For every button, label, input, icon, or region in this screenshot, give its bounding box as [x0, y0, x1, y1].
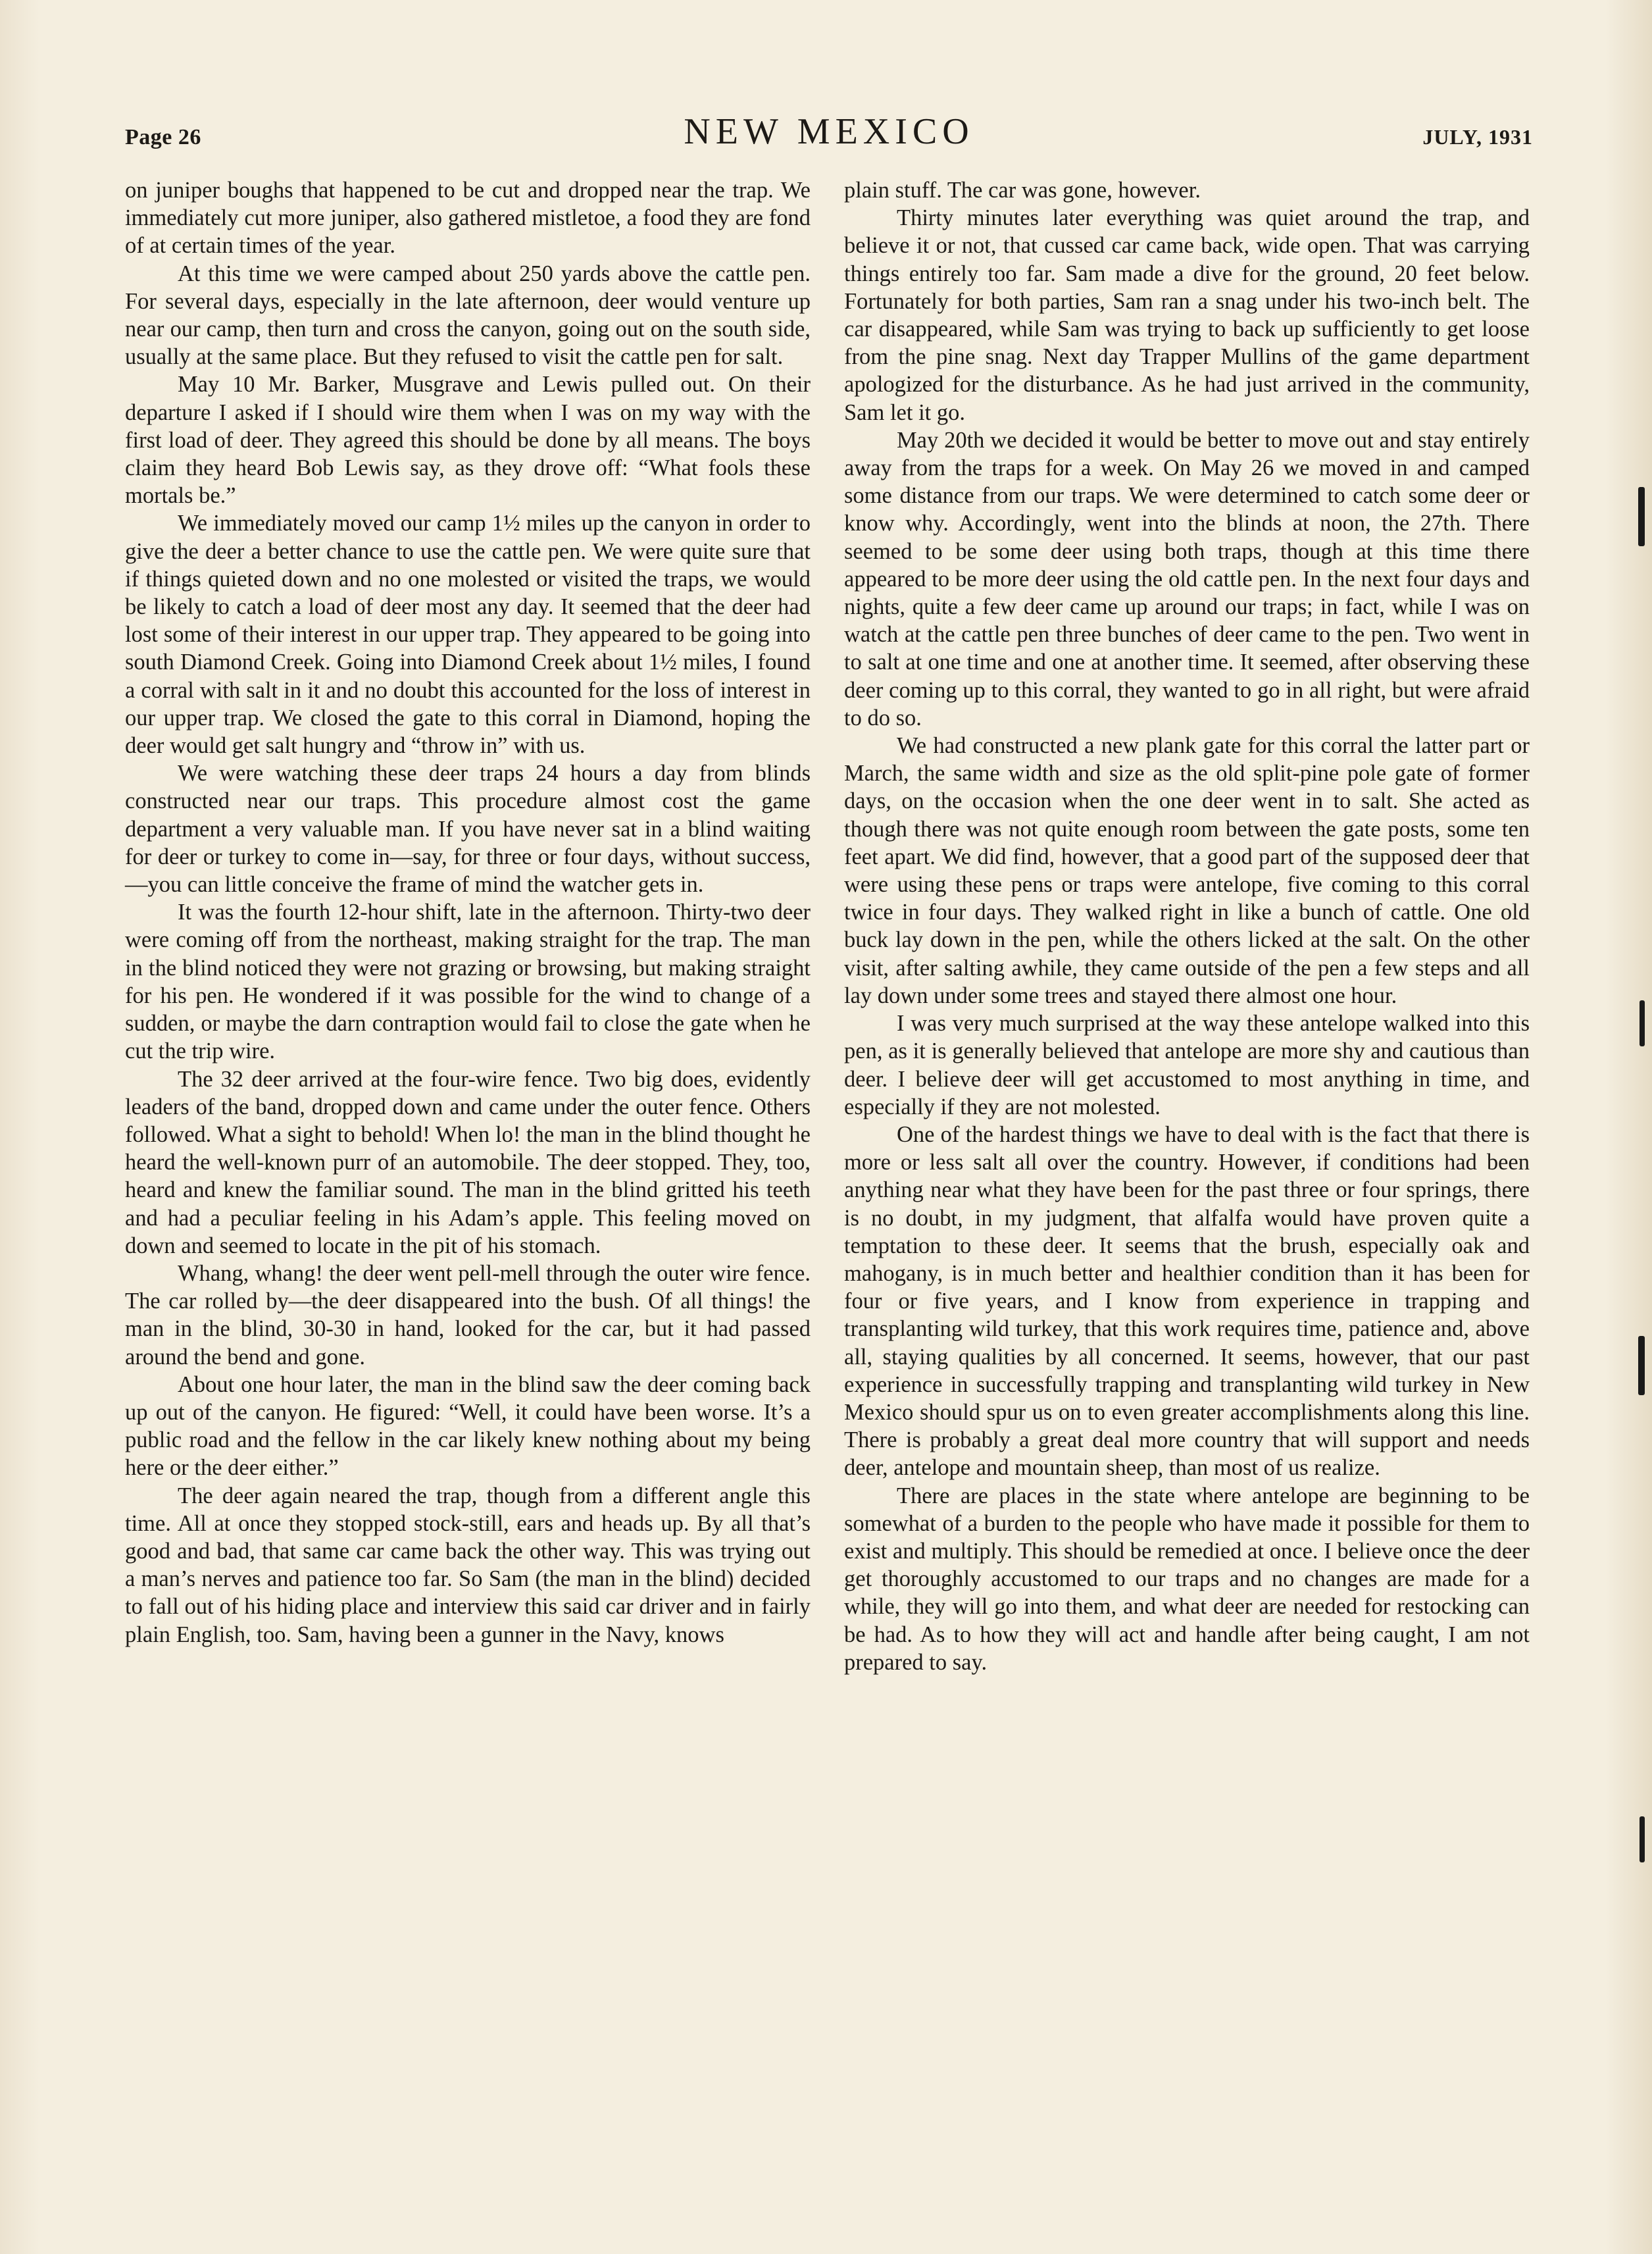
page-number: Page 26 [125, 125, 201, 149]
paragraph: The deer again neared the trap, though from a different angle this time. All at once they stopped stock-still, ears and heads up. By all that’s good and bad, that same car came back the other way. This was trying out a man’s nerves and patience too far. So Sam (the man in the blind) decided to fall out of his hiding place and interview this said car driver and in fairly plain English, too. Sam, having been a gunner in the Navy, knows [125, 1483, 811, 1647]
left-column [125, 176, 811, 1649]
page-header [125, 111, 1533, 163]
paragraph: on juniper boughs that happened to be cut and dropped near the trap. We immediately cut more juniper, also gathered mistletoe, a food they are fond of at certain times of the year. [125, 178, 811, 259]
paragraph: We were watching these deer traps 24 hours a day from blinds constructed near our traps. This procedure almost cost the game department a very valuable man. If you have never sat in a blind waiting for deer or turkey to come in—say, for three or four days, without success,—you can little conceive the frame of mind the watcher gets in. [125, 761, 811, 898]
paragraph: At this time we were camped about 250 yards above the cattle pen. For several days, especially in the late afternoon, deer would venture up near our camp, then turn and cross the canyon, going out on the south side, usually at the same place. But they refused to visit the cattle pen for salt. [125, 261, 811, 370]
paragraph: May 20th we decided it would be better to move out and stay entirely away from the traps for a week. On May 26 we moved in and camped some distance from our traps. We were determined to catch some deer or know why. Accordingly, went into the blinds at noon, the 27th. There seemed to be some deer using both traps, though at this time there appeared to be more deer using the old cattle pen. In the next four days and nights, quite a few deer came up around our traps; in fact, while I was on watch at the cattle pen three bunches of deer came to the pen. Two went in to salt at one time and one at another time. It seemed, after observing these deer coming up to this corral, they wanted to go in all right, but were afraid to do so. [844, 427, 1530, 730]
paragraph: There are places in the state where antelope are beginning to be somewhat of a burden to the people who have made it possible for them to exist and multiply. This should be remedied at once. I believe once the deer get thoroughly accustomed to our traps and no changes are made for a while, they will go into them, and what deer are needed for restocking can be had. As to how they will act and handle after being caught, I am not prepared to say. [844, 1483, 1530, 1675]
paragraph: We had constructed a new plank gate for this corral the latter part or March, the same width and size as the old split-pine pole gate of former days, on the occasion when the one deer went in to salt. She acted as though there was not quite enough room between the gate posts, some ten feet apart. We did find, however, that a good part of the supposed deer that were using these pens or traps were antelope, five coming to this corral twice in four days. They walked right in like a bunch of cattle. One old buck lay down in the pen, while the others licked at the salt. On the other visit, after salting awhile, they came outside of the pen a few steps and all lay down under some trees and stayed there almost one hour. [844, 733, 1530, 1008]
paragraph: One of the hardest things we have to deal with is the fact that there is more or less salt all over the country. However, if conditions had been anything near what they have been for the past three or four springs, there is no doubt, in my judgment, that alfalfa would have proven quite a temptation to these deer. It seems that the brush, especially oak and mahogany, is in much better and healthier condition than it has been for four or five years, and I know from experience in trapping and transplanting wild turkey, that this work requires time, patience and, above all, staying qualities by all concerned. It seems, however, that our past experience in successfully trapping and transplanting wild turkey in New Mexico should spur us on to even greater accomplishments along this line. There is probably a great deal more country that will support and needs deer, antelope and mountain sheep, than most of us realize. [844, 1121, 1530, 1481]
binding-mark [1639, 1000, 1645, 1046]
paragraph: plain stuff. The car was gone, however. [844, 178, 1201, 203]
paragraph: May 10 Mr. Barker, Musgrave and Lewis pulled out. On their departure I asked if I should wire them when I was on my way with the first load of deer. They agreed this should be done by all means. The boys claim they heard Bob Lewis say, as they drove off: “What fools these mortals be.” [125, 372, 811, 509]
paragraph: Thirty minutes later everything was quiet around the trap, and believe it or not, that cussed car came back, wide open. That was carrying things entirely too far. Sam made a dive for the ground, 20 feet below. Fortunately for both parties, Sam ran a snag under his two-inch belt. The car disappeared, while Sam was trying to back up sufficiently to get loose from the pine snag. Next day Trapper Mullins of the game department apologized for the disturbance. As he had just arrived in the community, Sam let it go. [844, 205, 1530, 425]
binding-mark [1639, 1816, 1645, 1862]
binding-mark [1638, 1336, 1645, 1395]
right-column [844, 176, 1530, 1676]
paragraph: About one hour later, the man in the blind saw the deer coming back up out of the canyon. He figured: “Well, it could have been worse. It’s a public road and the fellow in the car likely knew nothing about my being here or the deer either.” [125, 1371, 811, 1481]
paragraph: It was the fourth 12-hour shift, late in the afternoon. Thirty-two deer were coming off from the northeast, making straight for the trap. The man in the blind noticed they were not grazing or browsing, but making straight for his pen. He wondered if it was possible for the wind to change of a sudden, or maybe the darn contraption would fail to close the gate when he cut the trip wire. [125, 900, 811, 1064]
paragraph: The 32 deer arrived at the four-wire fence. Two big does, evidently leaders of the band, dropped down and came under the outer fence. Others followed. What a sight to behold! When lo! the man in the blind thought he heard the well-known purr of an automobile. The deer stopped. They, too, heard and knew the familiar sound. The man in the blind gritted his teeth and had a peculiar feeling in his Adam’s apple. This feeling moved on down and seemed to locate in the pit of his stomach. [125, 1066, 811, 1258]
magazine-title: NEW MEXICO [684, 111, 974, 152]
issue-date: JULY, 1931 [1422, 125, 1533, 149]
paragraph: We immediately moved our camp 1½ miles up the canyon in order to give the deer a better chance to use the cattle pen. We were quite sure that if things quieted down and no one molested or visited the traps, we would be likely to catch a load of deer most any day. It seemed that the deer had lost some of their interest in our upper trap. They appeared to be going into south Diamond Creek. Going into Diamond Creek about 1½ miles, I found a corral with salt in it and no doubt this accounted for the loss of interest in our upper trap. We closed the gate to this corral in Diamond, hoping the deer would get salt hungry and “throw in” with us. [125, 511, 811, 759]
binding-mark [1638, 487, 1645, 546]
paragraph: I was very much surprised at the way these antelope walked into this pen, as it is generally believed that antelope are more shy and cautious than deer. I believe deer will get accustomed to most anything in time, and especially if they are not molested. [844, 1011, 1530, 1119]
paragraph: Whang, whang! the deer went pell-mell through the outer wire fence. The car rolled by—the deer disappeared into the bush. Of all things! the man in the blind, 30-30 in hand, looked for the car, but it had passed around the bend and gone. [125, 1260, 811, 1370]
